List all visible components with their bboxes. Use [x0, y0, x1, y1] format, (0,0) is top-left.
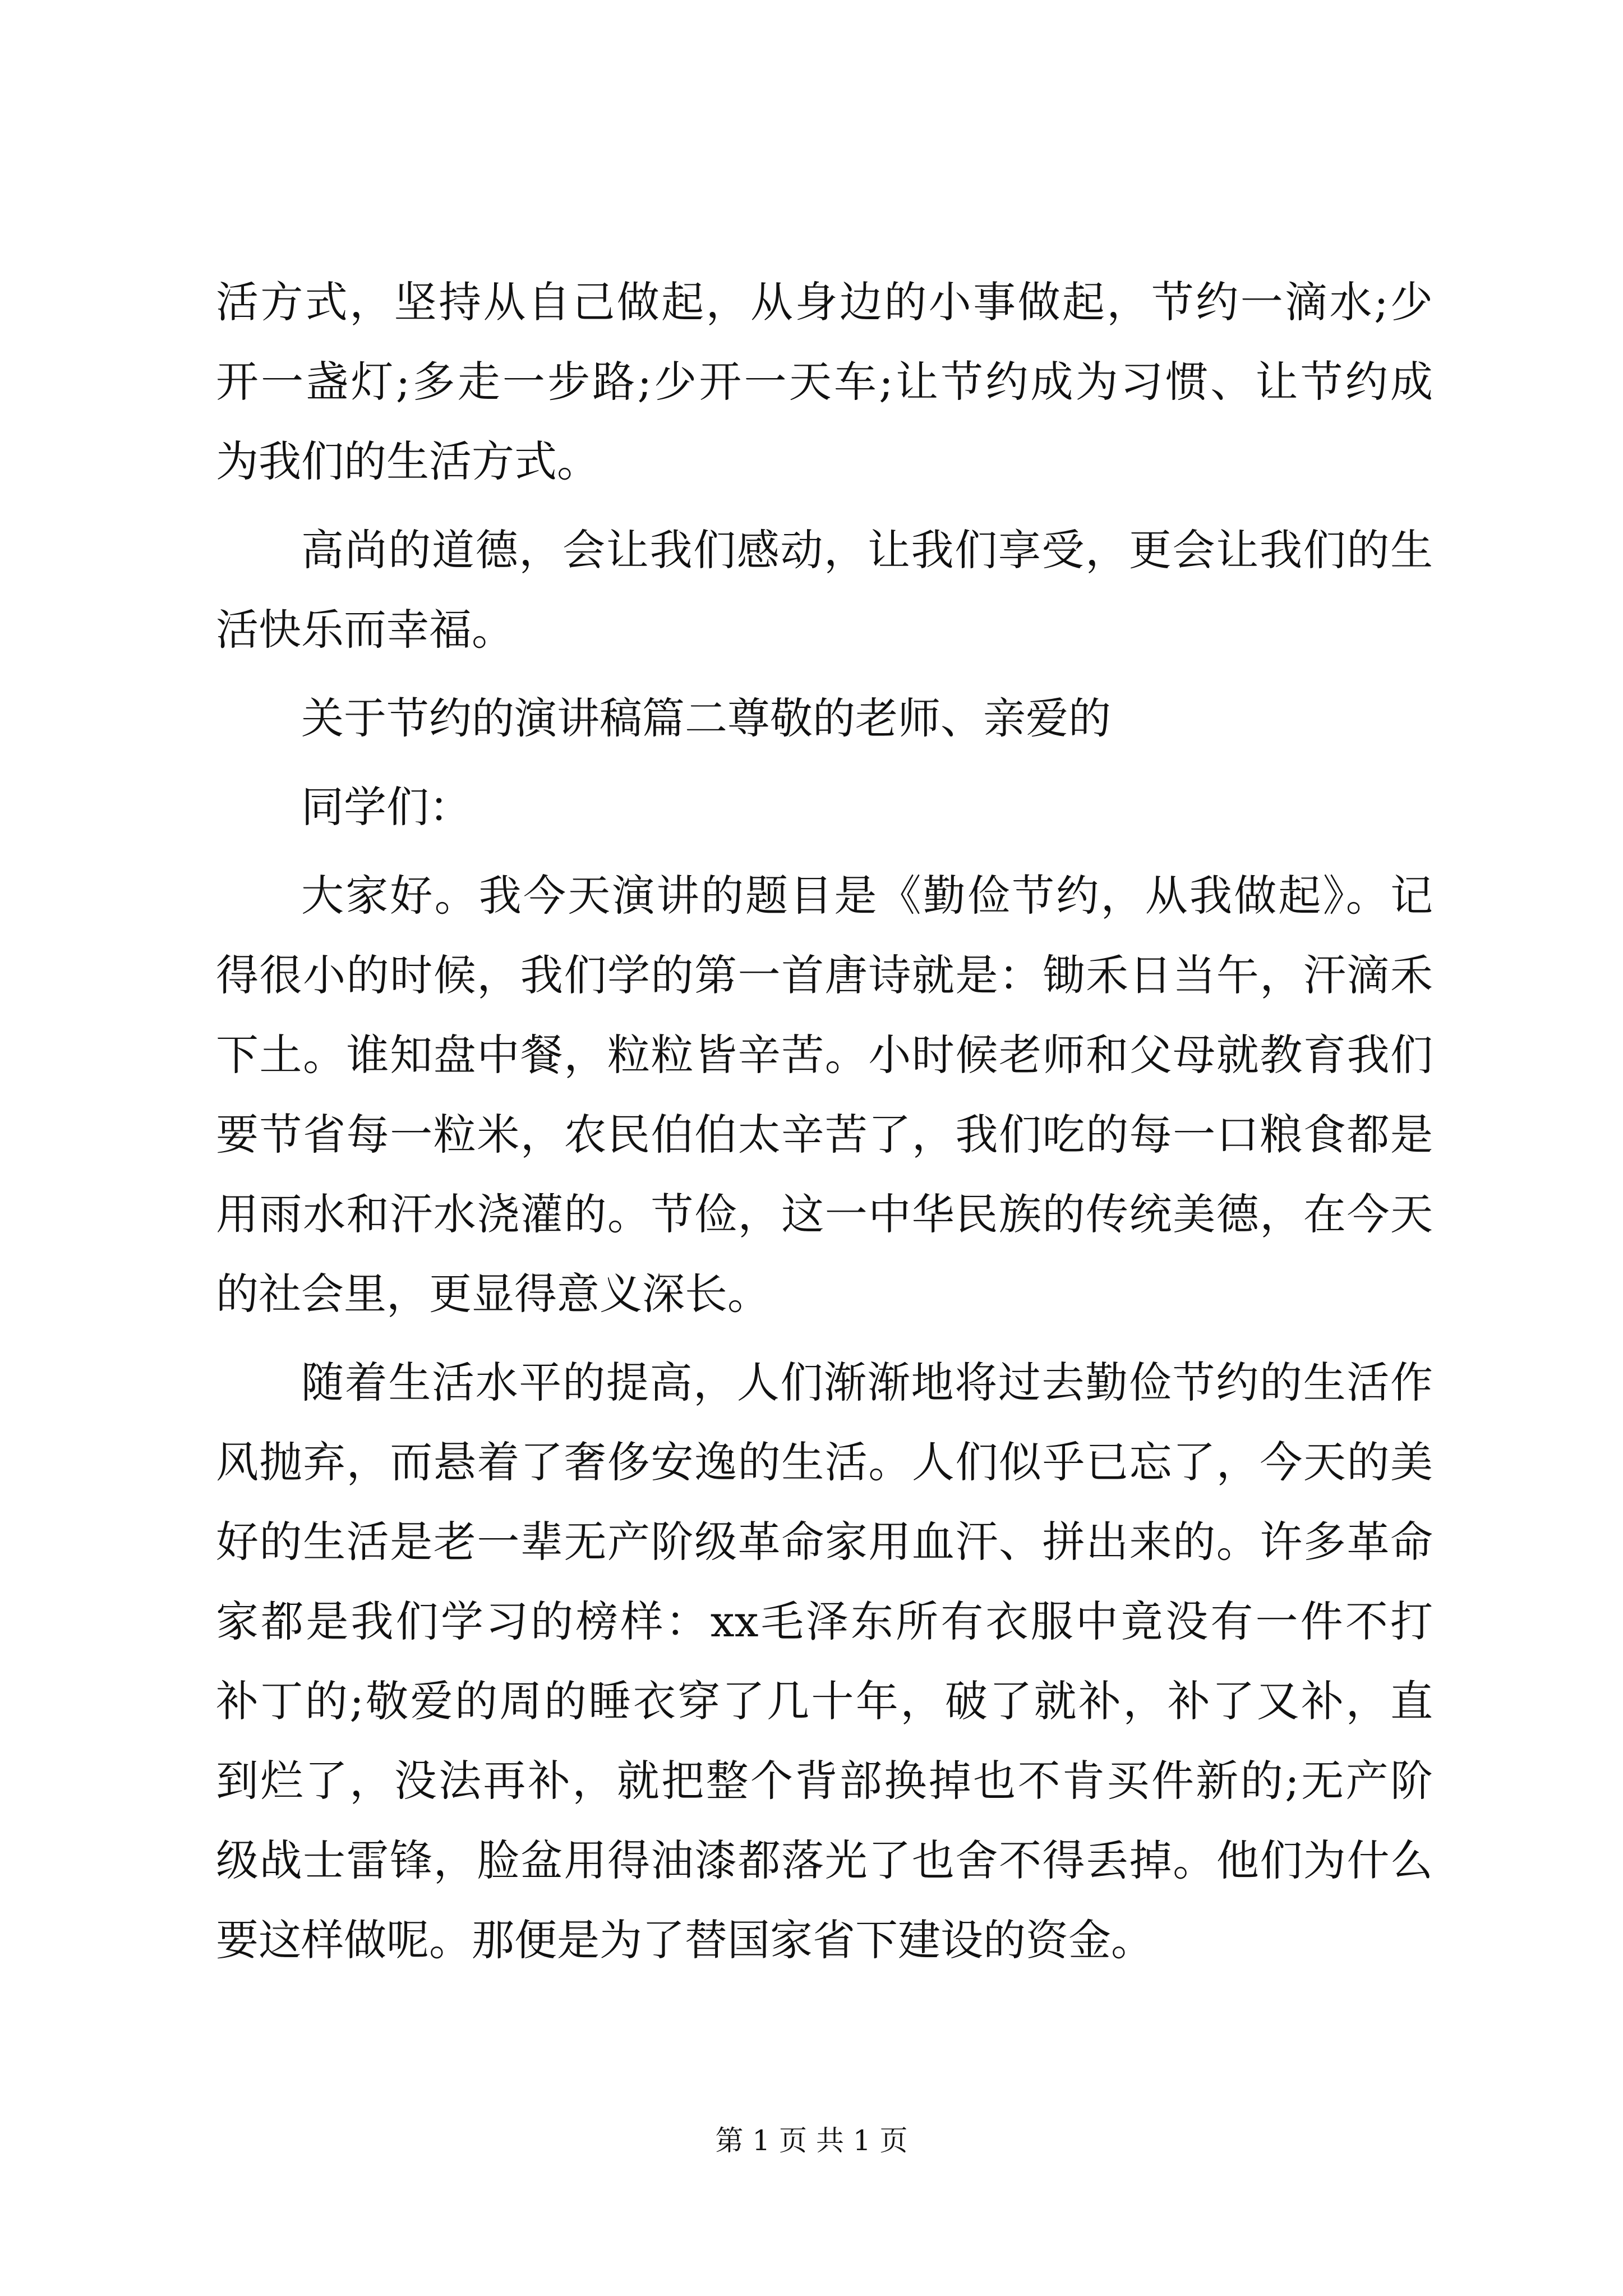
text-line: 开一盏灯;多走一步路;少开一天车;让节约成为习惯、让节约成 — [216, 357, 1433, 407]
salutation: 同学们： — [301, 782, 472, 832]
text-line: 下土。谁知盘中餐，粒粒皆辛苦。小时候老师和父母就教育我们 — [216, 1030, 1433, 1080]
text-line: 用雨水和汗水浇灌的。节俭，这一中华民族的传统美德，在今天 — [216, 1189, 1433, 1239]
paragraph-first-line: 高尚的道德，会让我们感动，让我们享受，更会让我们的生 — [301, 525, 1433, 575]
text-line: 活快乐而幸福。 — [216, 605, 514, 655]
paragraph-first-line: 随着生活水平的提高，人们渐渐地将过去勤俭节约的生活作 — [301, 1358, 1433, 1407]
page-number-footer: 第 1 页 共 1 页 — [715, 2124, 908, 2157]
text-line: 要节省每一粒米，农民伯伯太辛苦了，我们吃的每一口粮食都是 — [216, 1110, 1433, 1159]
text-line: 到烂了，没法再补，就把整个背部换掉也不肯买件新的;无产阶 — [216, 1756, 1433, 1806]
text-line: 级战士雷锋，脸盆用得油漆都落光了也舍不得丢掉。他们为什么 — [216, 1835, 1433, 1885]
text-line: 风抛弃，而悬着了奢侈安逸的生活。人们似乎已忘了，今天的美 — [216, 1437, 1433, 1487]
text-line: 为我们的生活方式。 — [216, 436, 600, 486]
text-line: 好的生活是老一辈无产阶级革命家用血汗、拼出来的。许多革命 — [216, 1517, 1433, 1567]
text-line: 补丁的;敬爱的周的睡衣穿了几十年，破了就补，补了又补，直 — [216, 1676, 1433, 1726]
document-body — [216, 263, 1433, 1980]
text-line: 活方式，坚持从自己做起，从身边的小事做起，节约一滴水;少 — [216, 277, 1433, 327]
paragraph-first-line: 大家好。我今天演讲的题目是《勤俭节约，从我做起》。记 — [301, 871, 1433, 921]
text-line: 要这样做呢。那便是为了替国家省下建设的资金。 — [216, 1915, 1154, 1965]
section-heading: 关于节约的演讲稿篇二尊敬的老师、亲爱的 — [301, 693, 1111, 743]
text-line: 得很小的时候，我们学的第一首唐诗就是：锄禾日当午，汗滴禾 — [216, 950, 1433, 1000]
text-line: 家都是我们学习的榜样：xx毛泽东所有衣服中竟没有一件不打 — [216, 1596, 1433, 1646]
text-line: 的社会里，更显得意义深长。 — [216, 1269, 770, 1319]
